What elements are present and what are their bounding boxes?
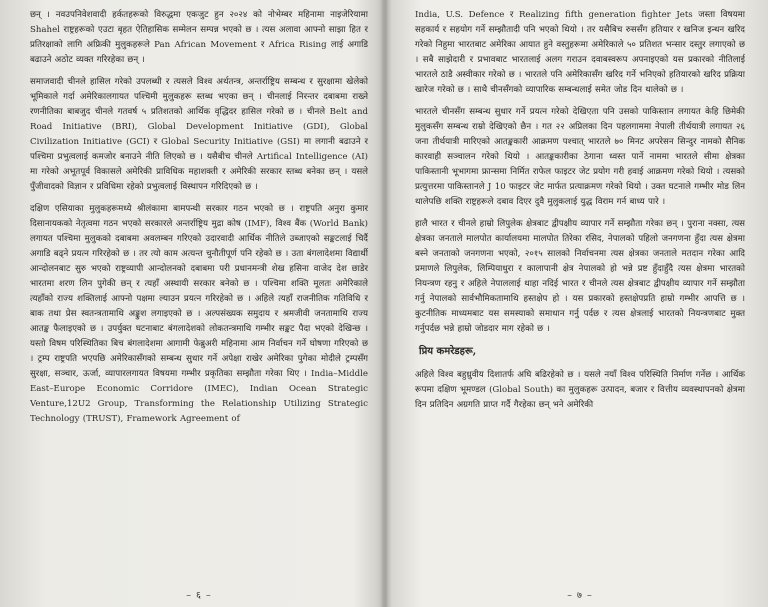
- paragraph: हालै भारत र चीनले हाम्रो लिपुलेक क्षेत्रबाट द्वीपक्षीय व्यापार गर्ने सम्झौता गरेका छन् । पुराना नक्सा, त्यस क्षेत्रका जनताले मालपोत कार्यालयमा मालपोत तिरेका रसिद, नेपालको पहिलो जनगणना हुँदा त्यस क्षेत्रमा बस्ने जनताको जनगणना भएको, २०१५ सालको निर्वाचनमा त्यस क्षेत्रका जनताले मतदान गरेका आदि प्रमाणले लिपुलेक, लिम्पियाधुरा र कालापानी क्षेत्र नेपालको हो भन्ने प्रष्ट हुँदाहुँदै त्यस क्षेत्रमा भारतको नियन्त्रण रहनु र अहिले नेपाललाई थाहा नदिई भारत र चीनले त्यस क्षेत्रबाट द्वीपक्षीय व्यापार गर्ने सम्झौता गर्नु नेपालको सार्वभौमिकतामाथि हस्तक्षेप हो । यस प्रकारको हस्तक्षेपप्रति हाम्रो गम्भीर आपत्ति छ । कुटनीतिक माध्यमबाट यस समस्याको समाधान गर्नु पर्दछ र त्यस क्षेत्रलाई भारतको नियन्त्रणबाट मुक्त गर्नुपर्दछ भन्ने हाम्रो जोडदार माग रहेको छ ।: [415, 219, 745, 334]
- left-page-body: [30, 0, 368, 427]
- paragraph: दक्षिण एसियाका मुलुकहरूमध्ये श्रीलंकामा बामपन्थी सरकार गठन भएको छ । राष्ट्रपति अनुरा कुमार दिसानायकको नेतृत्वमा गठन भएको सरकारले अन्तर्राष्ट्रिय मुद्रा कोष (IMF), विश्व बैंक (World Bank) लगायत पश्चिमा मुलुकको दबाबमा अवलम्बन गरिएको उदारवादी आर्थिक नीतिले उब्जाएको सङ्कटलाई चिर्दै अगाडि बढ्ने प्रयत्न गरिरहेको छ । तर त्यो काम अत्यन्त चुनौतीपूर्ण पनि रहेको छ । उता बंगलादेशमा विद्यार्थी आन्दोलनबाट सुरु भएको राष्ट्रव्यापी आन्दोलनको दबाबमा परी प्रधानमन्त्री शेख हसिना वाजेद देश छाडेर भारतमा शरण लिन पुगेकी छन् र त्यहाँ अस्थायी सरकार बनेको छ । पश्चिमा शक्ति मूलतः अमेरिकाले त्यहाँको राज्य शक्तिलाई आफ्नो पक्षमा ल्याउन प्रयत्न गरिरहेको छ । अहिले त्यहाँ राजनीतिक गतिविधि र बाक तथा प्रेस स्वतन्त्रतामाथि अङ्कुश लगाइएको छ । अल्पसंख्यक समुदाय र श्रमजीवी जनतामाथि राज्य आतङ्क फैलाइएको छ । उपर्युक्त घटनाबाट बंगलादेशको लोकतन्त्रमाथि गम्भीर सङ्कट पैदा भएको देखिन्छ । यस्तो विषम परिस्थितिका बिच बंगलादेशमा आगामी फेब्रुअरी महिनामा आम निर्वाचन गर्ने घोषणा गरिएको छ । ट्रम्प राष्ट्रपति भएपछि अमेरिकासँगको सम्बन्ध सुधार गर्ने अपेक्षा राखेर अमेरिका पुगेका मोदीले ट्रम्पसँग सुरक्षा, सञ्चार, ऊर्जा, व्यापारलगायत विषयमा गम्भीर प्रकृतिका सम्झौता गरेका थिए । India–Middle East–Europe Economic Corridore (IMEC), Indian Ocean Strategic Venture,12U2 Group, Transforming the Relationship Utilizing Strategic Technology (TRUST), Framework Agreement of: [30, 204, 368, 424]
- right-page-body: [415, 0, 745, 413]
- page-number: – ७ –: [567, 590, 593, 601]
- page-number: – ६ –: [186, 590, 212, 601]
- right-page: [415, 0, 745, 607]
- paragraph: अहिले विश्व बहुध्रुवीय दिशातर्फ अघि बढिरहेको छ । यसले नयाँ विश्व परिस्थिति निर्माण गर्नेछ । आर्थिक रूपमा दक्षिण भूमण्डल (Global South) का मुलुकहरू उत्पादन, बजार र वित्तीय व्यवस्थापनको क्षेत्रमा दिन प्रतिदिन अग्रगति प्राप्त गर्दै गैरहेका छन् भने अमेरिकी: [415, 370, 745, 410]
- paragraph: भारतले चीनसँग सम्बन्ध सुधार गर्ने प्रयत्न गरेको देखिएता पनि उसको पाकिस्तान लगायत केहि छिमेकी मुलुकसँग सम्बन्ध राम्रो देखिएको छैन । गत २२ अप्रिलका दिन पहलगाममा नेपाली तीर्थयात्री लगायत २६ जना तीर्थयात्री मारिएको आतङ्ककारी आक्रमण पश्चात् भारतले ७० मिनट अपरेसन सिन्दुर नामको सैनिक कारवाही सञ्चालन गरेको थियो । आतङ्ककारीका ठेगाना ध्वस्त पार्ने नाममा भारतले सीमा क्षेत्रका पाकिस्तानी भूभागमा फ्रान्समा निर्मित राफेल फाइटर जेट प्रयोग गरी हवाई आक्रमण गरेको थियो । त्यसको प्रत्युत्तरमा पाकिस्तानले J 10 फाइटर जेट मार्फत प्रत्याक्रमण गरेको थियो । उक्त घटनाले गम्भीर मोड लिन थालेपछि शक्ति राष्ट्रहरूले दबाव दिएर दुवै मुलुकलाई युद्ध विराम गर्न बाध्य पारे ।: [415, 107, 745, 207]
- book-gutter: [378, 0, 392, 607]
- paragraph: India, U.S. Defence र Realizing fifth generation fighter Jets जस्ता विषयमा सहकार्य र सहयोग गर्ने सम्झौतादी पनि भएको थियो । तर यसैबिच रुससँग हतियार र खनिज इन्धन खरिद गरेको निहुमा भारतबाट अमेरिका आयात हुने वस्तुहरूमा अमेरिकाले ५० प्रतिशत भन्सार दस्तुर लगाएको छ । सबै साझेदारी र प्रभावबाट भारतलाई अलग गराउन दवाबस्वरूप अपनाइएको यस प्रकारको नीतिलाई भारतले ठाडै अस्वीकार गरेको छ । भारतले पनि अमेरिकासँग खरिद गर्ने भनिएको हतियारको खरिद प्रक्रिया खारेज गरेको छ । साथै चीनसँगको व्यापारिक सम्बन्धलाई समेत जोड दिन थालेको छ ।: [415, 10, 745, 95]
- paragraph: छन् । नवउपनिवेशवादी हर्कतहरूको विरुद्धमा एकजुट हुन २०२४ को नोभेम्बर महिनामा नाइजेरियामा Shahel राष्ट्रहरूको एउटा बृहत ऐतिहासिक सम्मेलन सम्पन्न भएको छ । त्यस अलावा आफ्नो साझा हित र प्रतिरक्षाको लागि अफ्रिकी मुलुकहरूले Pan African Movement र Africa Rising लाई अगाडि बढाउने अठोट व्यक्त गरिरहेका छन् ।: [30, 10, 368, 65]
- paragraph: समाजवादी चीनले हासिल गरेको उपलब्धी र त्यसले विश्व अर्थतन्त्र, अन्तर्राष्ट्रिय सम्बन्ध र सुरक्षामा खेलेको भूमिकाले गर्दा अमेरिकालगायत पश्चिमी मुलुकहरू स्तब्ध भएका छन् । चीनलाई निरन्तर दबाबमा राख्ने रणनीतिका बाबजुद चीनले गतवर्ष ५ प्रतिशतको आर्थिक वृद्धिदर हासिल गरेको छ । चीनले Belt and Road Initiative (BRI), Global Development Initiative (GDI), Global Civilization Initiative (GCI) र Global Security Initiative (GSI) मा लगानी बढाउने र पश्चिमा प्रभुत्वलाई कमजोर बनाउने नीति लिएको छ । यसैबीच चीनले Artifical Intelligence (AI) मा गरेको अभूतपूर्व विकासले अमेरिकी प्राविधिक महाशक्ती र अमेरिकी सरकार स्तब्ध बनेका छन् । यसले पुँजीवादको विज्ञान र प्रविधिमा रहेको प्रभुत्वलाई विस्थापन गरिदिएको छ ।: [30, 77, 368, 192]
- left-page: [30, 0, 368, 607]
- salutation-heading: प्रिय कमरेडहरू,: [419, 346, 477, 357]
